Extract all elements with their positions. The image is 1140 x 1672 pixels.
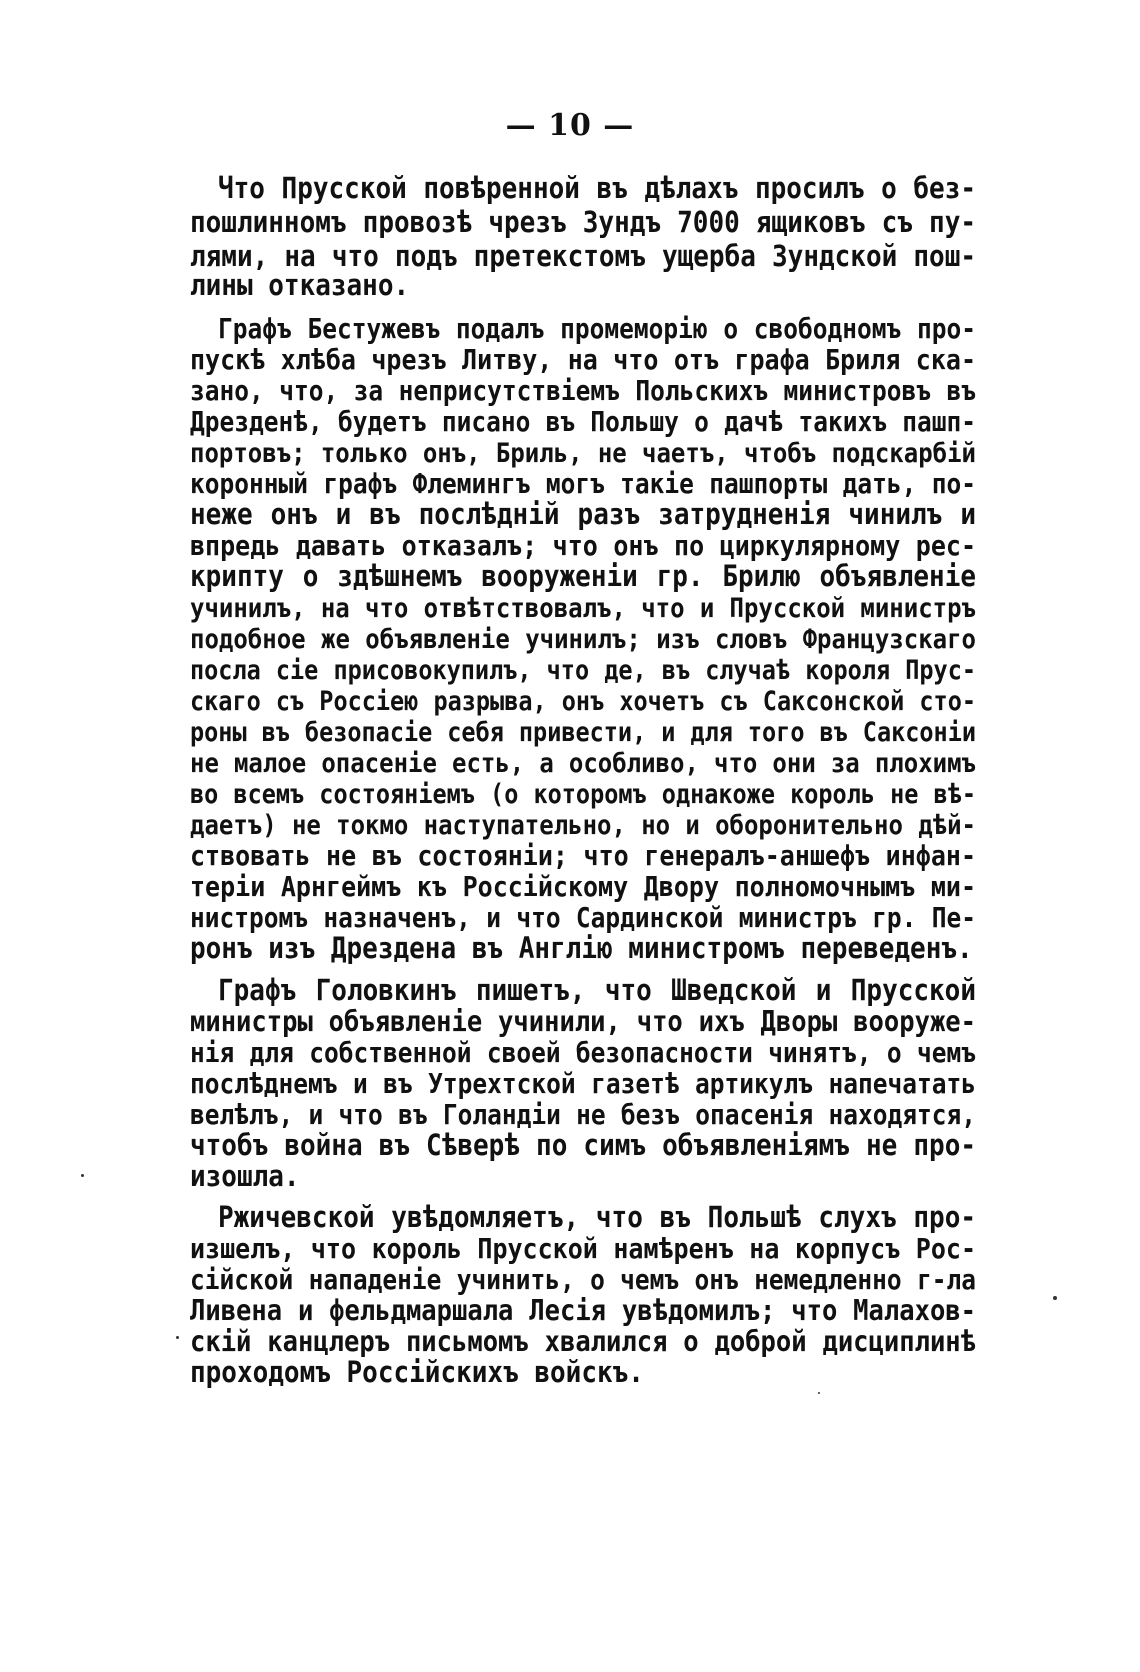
text-line: коронный графъ Флемингъ могъ такіе пашпорты дать, по- <box>190 467 976 500</box>
text-line: лями, на что подъ претекстомъ ущерба Зундской пош- <box>190 240 976 274</box>
scan-speck <box>818 1392 820 1394</box>
text-line: Ливена и фельдмаршала Лесія увѣдомилъ; что Малахов- <box>190 1294 976 1328</box>
text-line: чтобъ война въ Сѣверѣ по симъ объявленіямъ не про- <box>190 1129 976 1163</box>
text-line: зано, что, за неприсутствіемъ Польскихъ министровъ въ <box>190 374 976 407</box>
text-line: роны въ безопасіе себя привести, и для того въ Саксоніи <box>190 716 976 748</box>
text-line: сійской нападеніе учинить, о чемъ онъ немедленно г-ла <box>190 1263 976 1296</box>
text-line: Графъ Бестужевъ подалъ промеморію о свободномъ про- <box>218 312 976 345</box>
text-line: впредь давать отказалъ; что онъ по циркулярному рес- <box>190 529 976 562</box>
text-line: послѣднемъ и въ Утрехтской газетѣ артикулъ напечатать <box>190 1067 976 1100</box>
text-line: ствовать не въ состояніи; что генералъ-аншефъ инфан- <box>190 839 976 872</box>
text-line: проходомъ Россійскихъ войскъ. <box>190 1356 644 1390</box>
scan-speck <box>176 1336 179 1339</box>
text-line: лины отказано. <box>190 269 410 303</box>
page-number: — 10 — <box>505 108 635 143</box>
text-line: ронъ изъ Дрездена въ Англію министромъ переведенъ. <box>190 932 973 966</box>
text-line: Дрезденѣ, будетъ писано въ Польшу о дачѣ такихъ пашп- <box>190 405 976 438</box>
text-line: министры объявленіе учинили, что ихъ Дворы вооруже- <box>190 1005 976 1039</box>
text-line: Графъ Головкинъ пишетъ, что Шведской и Прусской <box>218 974 976 1008</box>
text-line: подобное же объявленіе учинилъ; изъ словъ Французскаго <box>190 623 976 655</box>
text-line: портовъ; только онъ, Бриль, не чаетъ, чтобъ подскарбій <box>190 437 976 469</box>
text-line: Ржичевской увѣдомляетъ, что въ Польшѣ слухъ про- <box>218 1201 976 1235</box>
text-line: даетъ) не токмо наступательно, но и оборонительно дѣй- <box>190 809 976 841</box>
text-line: крипту о здѣшнемъ вооруженіи гр. Брилю объявленіе <box>190 560 976 594</box>
text-line: во всемъ состояніемъ (о которомъ однакоже король не вѣ- <box>190 778 976 810</box>
scan-speck <box>81 1174 84 1177</box>
text-line: неже онъ и въ послѣдній разъ затрудненія чинилъ и <box>190 498 976 532</box>
text-line: изшелъ, что король Прусской намѣренъ на корпусъ Рос- <box>190 1232 976 1265</box>
text-line: посла сіе присовокупилъ, что де, въ случаѣ короля Прус- <box>190 654 976 686</box>
text-line: скаго съ Россіею разрыва, онъ хочетъ съ Саксонской сто- <box>190 685 976 717</box>
text-line: изошла. <box>190 1160 300 1194</box>
text-line: нистромъ назначенъ, и что Сардинской министръ гр. Пе- <box>190 901 976 934</box>
text-line: не малое опасеніе есть, а особливо, что они за плохимъ <box>190 747 976 779</box>
text-line: скій канцлеръ письмомъ хвалился о доброй дисциплинѣ <box>190 1325 976 1359</box>
text-line: пускѣ хлѣба чрезъ Литву, на что отъ графа Бриля ска- <box>190 343 976 376</box>
text-line: велѣлъ, и что въ Голандіи не безъ опасенія находятся, <box>190 1098 976 1131</box>
scan-speck <box>1053 1296 1057 1300</box>
text-line: теріи Арнгеймъ къ Россійскому Двору полномочнымъ ми- <box>190 870 976 903</box>
text-line: нія для собственной своей безопасности чинятъ, о чемъ <box>190 1036 976 1069</box>
text-line: учинилъ, на что отвѣтствовалъ, что и Прусской министръ <box>190 592 976 624</box>
text-line: пошлинномъ провозѣ чрезъ Зундъ 7000 ящиковъ съ пу- <box>190 206 976 240</box>
text-line: Что Прусской повѣренной въ дѣлахъ просилъ о без- <box>218 172 976 206</box>
